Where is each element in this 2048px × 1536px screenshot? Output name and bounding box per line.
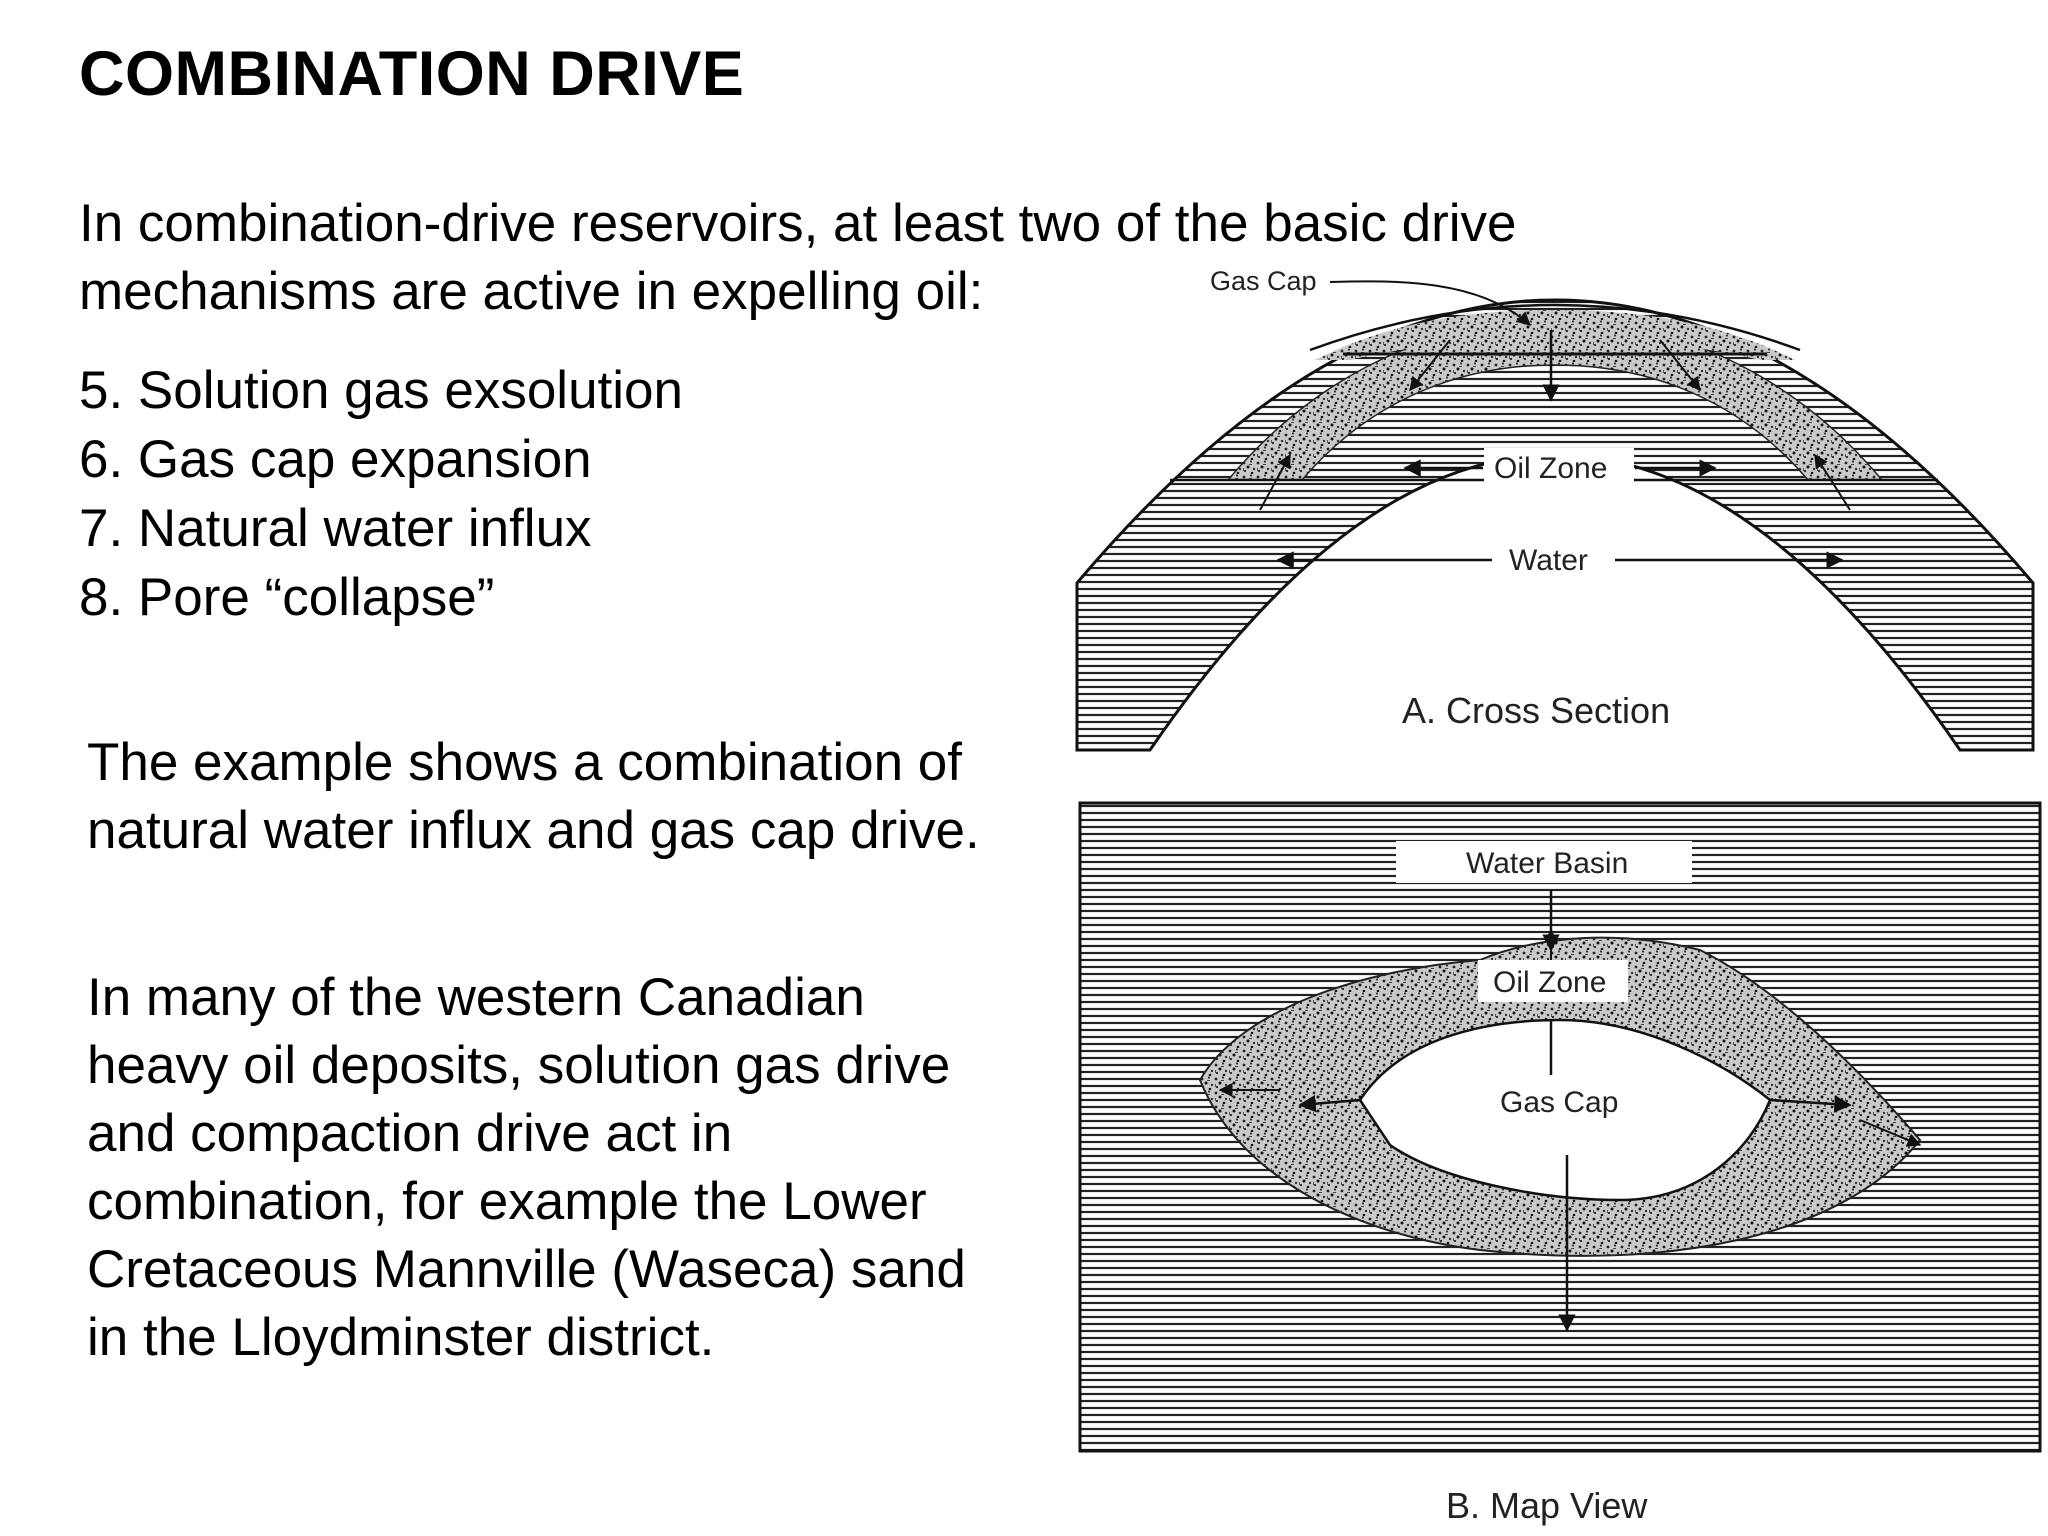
cross-section-caption: A. Cross Section (1402, 690, 1671, 731)
list-item: 5. Solution gas exsolution (79, 361, 684, 420)
mechanism-list (79, 356, 683, 632)
gas-cap-label: Gas Cap (1210, 266, 1317, 296)
cross-section-diagram (1077, 264, 2033, 750)
reservoir-diagram (1060, 250, 2048, 1536)
reservoir-figure (1060, 250, 2048, 1536)
water-label: Water (1509, 544, 1588, 577)
canada-paragraph: In many of the western Canadian heavy oil deposits, solution gas drive and compaction drive act in combination, for example the Lower Cretaceous Mannville (Waseca) sand in the Lloydminster district. (87, 968, 966, 1367)
intro-text: In combination-drive reservoirs, at least two of the basic drive mechanisms are active in expelling oil: (79, 194, 1517, 321)
gas-cap-map-label: Gas Cap (1500, 1086, 1619, 1119)
map-view-caption: B. Map View (1446, 1485, 1648, 1526)
list-item: 6. Gas cap expansion (79, 430, 592, 489)
water-basin-label: Water Basin (1466, 847, 1629, 880)
arch-body (1077, 300, 2033, 750)
oil-zone-label: Oil Zone (1494, 452, 1608, 485)
list-item: 8. Pore “collapse” (79, 568, 495, 627)
example-paragraph: The example shows a combination of natural water influx and gas cap drive. (87, 733, 980, 860)
oil-zone-map-label: Oil Zone (1493, 966, 1607, 999)
list-item: 7. Natural water influx (79, 499, 592, 558)
map-view-diagram (1080, 803, 2040, 1526)
page-title: COMBINATION DRIVE (79, 39, 745, 109)
